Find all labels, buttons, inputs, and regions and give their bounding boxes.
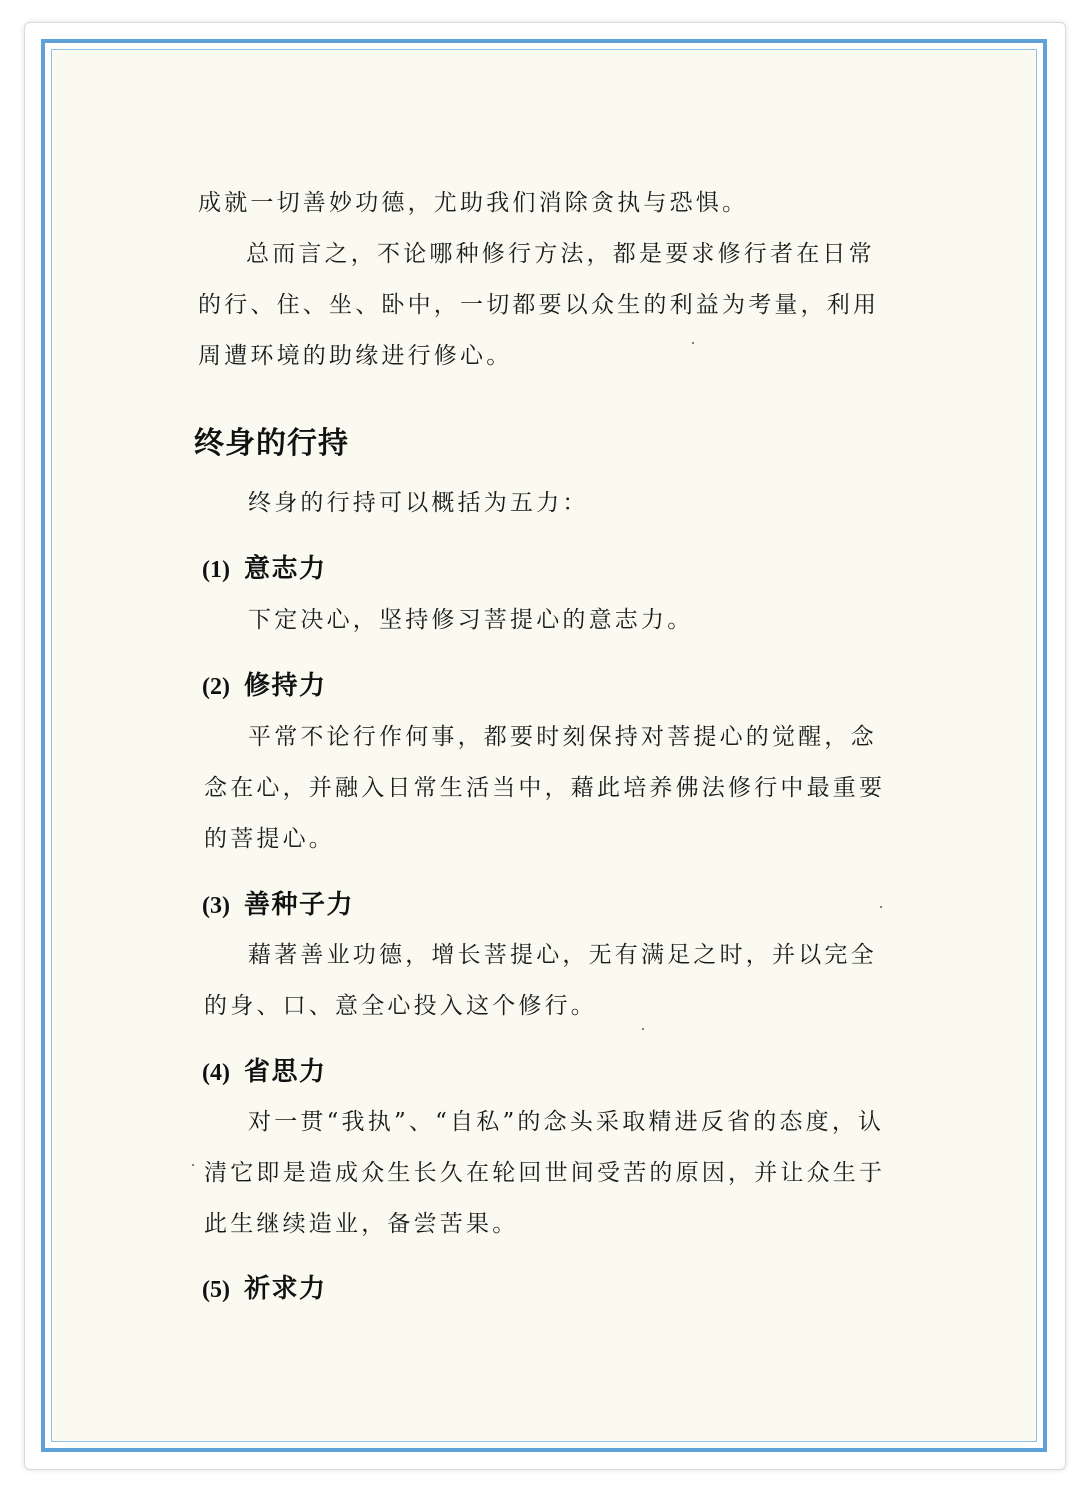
- scan-speck: [692, 342, 694, 344]
- scan-speck: [880, 906, 882, 908]
- item-heading-2: [202, 665, 327, 702]
- item-text-2: 平常不论行作何事，都要时刻保持对菩提心的觉醒，念念在心，并融入日常生活当中，藉此培养佛法修行中最重要的菩提心。: [204, 724, 886, 852]
- item-body-1: [204, 595, 888, 646]
- intro-text: [198, 178, 888, 382]
- item-title-3: 善种子力: [243, 890, 354, 920]
- item-number-4: (4): [202, 1060, 230, 1086]
- item-number-3: (3): [202, 893, 230, 919]
- section-lead-text: 终身的行持可以概括为五力：: [248, 490, 589, 516]
- section-lead: [204, 478, 888, 529]
- item-heading-3: [202, 884, 354, 921]
- item-title-4: 省思力: [243, 1057, 327, 1087]
- item-heading-1: [202, 548, 327, 585]
- item-title-5: 祈求力: [243, 1274, 327, 1304]
- item-title-1: 意志力: [243, 554, 327, 584]
- intro-paragraph-1: 成就一切善妙功德，尤助我们消除贪执与恐惧。: [198, 190, 749, 216]
- item-body-4: [204, 1097, 888, 1250]
- scan-speck: [642, 1028, 644, 1030]
- section-title: 终身的行持: [194, 426, 349, 461]
- item-heading-5: [202, 1268, 327, 1305]
- scan-speck: [192, 1164, 194, 1166]
- item-number-1: (1): [202, 557, 230, 583]
- item-heading-4: [202, 1051, 327, 1088]
- item-title-2: 修持力: [243, 671, 327, 701]
- item-body-3: [204, 930, 888, 1032]
- item-text-4: 对一贯“我执”、“自私”的念头采取精进反省的态度，认清它即是造成众生长久在轮回世间受苦的原因，并让众生于此生继续造业，备尝苦果。: [204, 1109, 886, 1237]
- item-number-5: (5): [202, 1277, 230, 1303]
- item-number-2: (2): [202, 674, 230, 700]
- item-body-2: [204, 712, 888, 865]
- item-text-1: 下定决心，坚持修习菩提心的意志力。: [248, 607, 694, 633]
- intro-paragraph-2: 总而言之，不论哪种修行方法，都是要求修行者在日常的行、住、坐、卧中，一切都要以众生的利益为考量，利用周遭环境的助缘进行修心。: [198, 241, 880, 369]
- item-text-3: 藉著善业功德，增长菩提心，无有满足之时，并以完全的身、口、意全心投入这个修行。: [204, 942, 877, 1019]
